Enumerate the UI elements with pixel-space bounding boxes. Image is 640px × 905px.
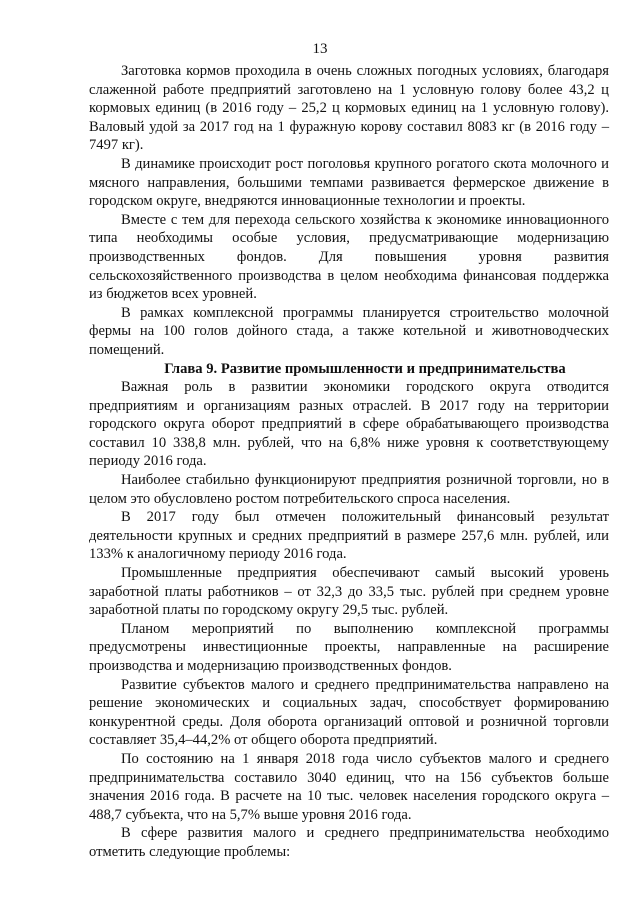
paragraph: В динамике происходит рост поголовья крупного рогатого скота молочного и мясного направления, большими темпами развивается фермерское движение в городском округе, внедряются инновационные технологии и проекты. [89,155,609,210]
paragraph: В рамках комплексной программы планируется строительство молочной фермы на 100 голов дойного стада, а также котельной и животноводческих помещений. [89,304,609,358]
paragraph: Планом мероприятий по выполнению комплексной программы предусмотрены инвестиционные проекты, направленные на расширение производства и модернизацию производственных фондов. [89,620,609,674]
chapter-title: Глава 9. Развитие промышленности и предпринимательства [164,360,566,377]
paragraph: Промышленные предприятия обеспечивают самый высокий уровень заработной платы работников – от 32,3 до 33,5 тыс. рублей при среднем уровне заработной платы по городскому округу 29,5 тыс. рублей. [89,565,609,619]
page-body [89,62,609,862]
paragraph: В сфере развития малого и среднего предпринимательства необходимо отметить следующие проблемы: [89,825,609,860]
page-number: 13 [312,41,328,57]
paragraph: По состоянию на 1 января 2018 года число субъектов малого и среднего предпринимательства составило 3040 единиц, что на 156 субъектов больше значения 2016 года. В расчете на 10 тыс. человек населения городского округа – 488,7 субъекта, что на 5,7% выше уровня 2016 года. [89,750,609,823]
paragraph: Заготовка кормов проходила в очень сложных погодных условиях, благодаря слаженной работе предприятий заготовлено на 1 условную голову более 43,2 ц кормовых единиц (в 2016 году – 25,2 ц кормовых единиц на 1 условную голову). Валовый удой за 2017 год на 1 фуражную корову составил 8083 кг (в 2016 году – 7497 кг). [89,63,609,154]
paragraph: Важная роль в развитии экономики городского округа отводится предприятиям и организациям разных отраслей. В 2017 году на территории городского округа оборот предприятий в сфере обрабатывающего производства составил 10 338,8 млн. рублей, что на 6,8% ниже уровня к соответствующему периоду 2016 года. [89,379,609,470]
paragraph: В 2017 году был отмечен положительный финансовый результат деятельности крупных и средних предприятий в размере 257,6 млн. рублей, или 133% к аналогичному периоду 2016 года. [89,509,609,563]
paragraph: Развитие субъектов малого и среднего предпринимательства направлено на решение экономических и социальных задач, способствует формированию конкурентной среды. Доля оборота организаций оптовой и розничной торговли составляет 35,4–44,2% от общего оборота предприятий. [89,676,609,749]
paragraph: Наиболее стабильно функционируют предприятия розничной торговли, но в целом это обусловлено ростом потребительского спроса населения. [89,472,609,507]
paragraph: Вместе с тем для перехода сельского хозяйства к экономике инновационного типа необходимы особые условия, предусматривающие модернизацию производственных фондов. Для повышения уровня развития сельскохозяйственного производства в целом необходима финансовая поддержка из бюджетов всех уровней. [89,211,609,303]
